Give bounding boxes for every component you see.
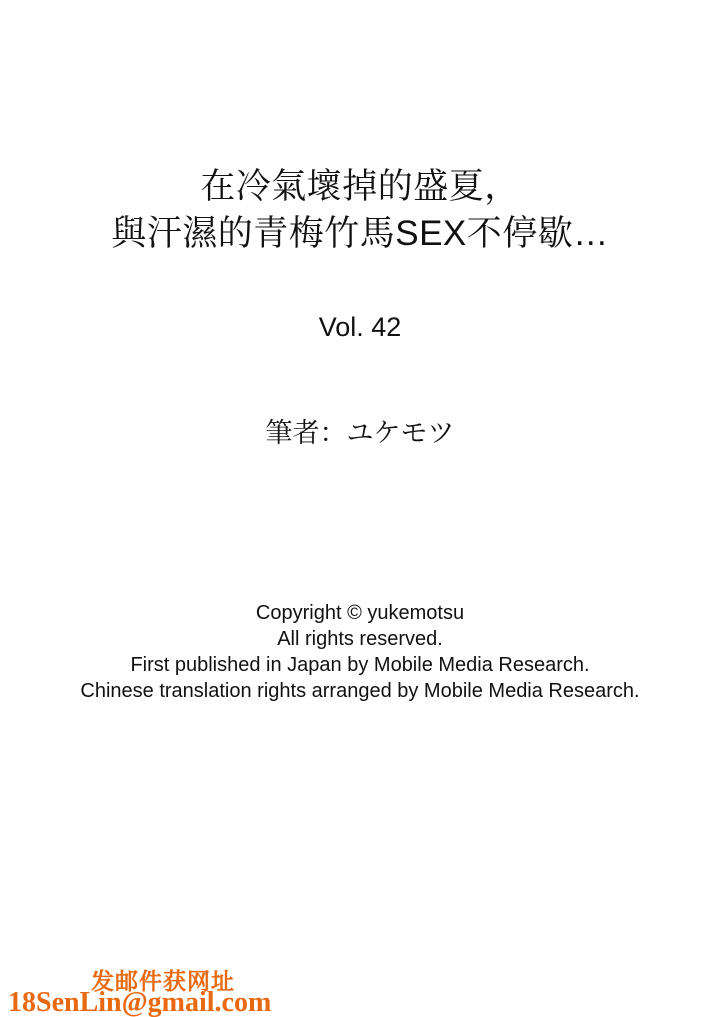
watermark-note: 发邮件获网址 xyxy=(91,969,235,994)
book-title xyxy=(0,163,720,257)
copyright-line-holder: Copyright © yukemotsu xyxy=(255,602,465,624)
book-title-line1: 在冷氣壞掉的盛夏， xyxy=(200,167,520,206)
copyright-line-rights: All rights reserved. xyxy=(277,628,443,650)
book-title-line2: 與汗濕的青梅竹馬SEX不停歇… xyxy=(111,214,609,253)
copyright-line-translation: Chinese translation rights arranged by Mobile Media Research. xyxy=(80,680,640,702)
watermark-email: 18SenLin@gmail.com xyxy=(8,987,272,1017)
author-line: 筆者：ユケモツ xyxy=(265,418,455,448)
copyright-line-publisher: First published in Japan by Mobile Media Research. xyxy=(130,654,590,676)
volume-label: Vol. 42 xyxy=(318,312,402,342)
copyright-block xyxy=(0,600,720,704)
